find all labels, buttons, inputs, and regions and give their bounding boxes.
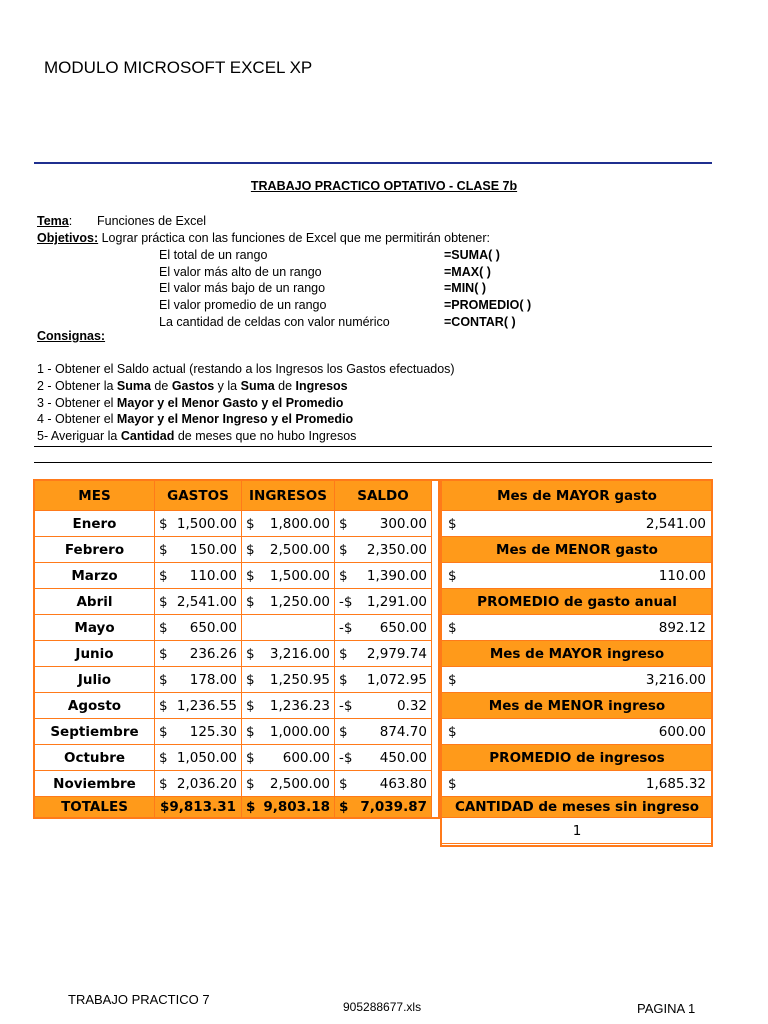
currency-symbol: -$	[339, 749, 353, 766]
function-desc: La cantidad de celdas con valor numérico	[159, 314, 390, 329]
cell-gastos	[155, 563, 242, 589]
amount: 1,250.95	[269, 671, 330, 688]
cell-gastos-value	[159, 568, 237, 584]
amount: 600.00	[282, 749, 330, 766]
cell-ingresos	[242, 563, 335, 589]
currency-symbol: $	[246, 515, 255, 532]
currency-symbol: $	[448, 775, 457, 792]
currency-symbol: $	[339, 567, 348, 584]
currency-symbol: $	[159, 541, 168, 558]
summary-label: Mes de MAYOR ingreso	[442, 641, 713, 667]
currency-symbol: $	[159, 723, 168, 740]
cell-gastos-value	[159, 724, 237, 740]
summary-label: Mes de MENOR gasto	[442, 537, 713, 563]
currency-symbol: $	[159, 593, 168, 610]
currency-symbol: $	[246, 671, 255, 688]
currency-symbol: $	[159, 697, 168, 714]
cell-saldo	[335, 771, 432, 797]
totals-label: TOTALES	[35, 797, 155, 818]
currency-symbol: $	[339, 515, 348, 532]
currency-symbol: $	[339, 541, 348, 558]
currency-symbol: $	[246, 567, 255, 584]
cell-mes: Agosto	[35, 693, 155, 719]
document-title: MODULO MICROSOFT EXCEL XP	[44, 58, 313, 77]
cell-ingresos	[242, 745, 335, 771]
amount: 1,236.55	[176, 697, 237, 714]
cell-ingresos	[242, 615, 335, 641]
function-formula: =MAX( )	[444, 264, 491, 279]
currency-symbol: $	[448, 619, 457, 636]
footer-left: TRABAJO PRACTICO 7	[68, 992, 210, 1007]
cell-ingresos-value	[246, 698, 330, 714]
cell-saldo-value	[339, 750, 427, 766]
cell-saldo	[335, 719, 432, 745]
cell-gastos	[155, 745, 242, 771]
currency-symbol: $	[246, 799, 256, 815]
cell-gastos-value	[159, 750, 237, 766]
cell-gastos-value	[159, 594, 237, 610]
cell-ingresos	[242, 641, 335, 667]
consigna-4: 4 - Obtener el Mayor y el Menor Ingreso y el Promedio	[37, 412, 354, 426]
currency-symbol: $	[339, 645, 348, 662]
cell-gastos-value	[159, 542, 237, 558]
cell-saldo	[335, 589, 432, 615]
cell-saldo-value	[339, 620, 427, 636]
table-row	[35, 745, 432, 771]
cell-saldo-value	[339, 568, 427, 584]
consignas-label: Consignas:	[37, 329, 106, 343]
currency-symbol: $	[246, 593, 255, 610]
cell-gastos-value	[159, 620, 237, 636]
function-desc: El valor más alto de un rango	[159, 264, 322, 279]
currency-symbol: $	[448, 671, 457, 688]
amount: 110.00	[189, 567, 237, 584]
summary-value	[442, 511, 713, 537]
summary-value-value	[448, 620, 706, 636]
summary-value-row	[442, 818, 713, 844]
objetivos-label: Objetivos:	[37, 231, 99, 245]
cell-ingresos	[242, 719, 335, 745]
cell-ingresos-value	[246, 750, 330, 766]
cell-mes: Julio	[35, 667, 155, 693]
currency-symbol: -$	[339, 697, 353, 714]
cell-saldo	[335, 641, 432, 667]
cell-ingresos-value	[246, 776, 330, 792]
function-formula: =PROMEDIO( )	[444, 298, 532, 313]
table-row	[35, 667, 432, 693]
cell-mes: Abril	[35, 589, 155, 615]
amount: 1,000.00	[269, 723, 330, 740]
cell-saldo	[335, 745, 432, 771]
cell-saldo-value	[339, 646, 427, 662]
cell-gastos	[155, 771, 242, 797]
cell-mes: Noviembre	[35, 771, 155, 797]
amount: 125.30	[189, 723, 237, 740]
currency-symbol: $	[159, 671, 168, 688]
totals-saldo	[335, 797, 432, 818]
currency-symbol: $	[339, 723, 348, 740]
summary-value-value	[448, 672, 706, 688]
cell-gastos	[155, 511, 242, 537]
cell-saldo	[335, 615, 432, 641]
amount: 874.70	[379, 723, 427, 740]
divider-1	[34, 446, 712, 447]
tema-colon: :	[68, 214, 73, 228]
amount: 0.32	[396, 697, 427, 714]
currency-symbol: $	[448, 567, 457, 584]
currency-symbol: $	[159, 775, 168, 792]
table-row	[35, 641, 432, 667]
cell-saldo-value	[339, 698, 427, 714]
summary-value	[442, 667, 713, 693]
header-gastos: GASTOS	[155, 481, 242, 511]
cell-gastos-value	[159, 776, 237, 792]
amount: 150.00	[189, 541, 237, 558]
amount: 600.00	[658, 723, 706, 740]
assignment-title: TRABAJO PRACTICO OPTATIVO - CLASE 7b	[250, 179, 518, 193]
cell-mes: Octubre	[35, 745, 155, 771]
summary-value-row	[442, 771, 713, 797]
currency-symbol: $	[339, 775, 348, 792]
tema-label: Tema	[37, 214, 69, 228]
summary-value-value	[448, 516, 706, 532]
totals-ingresos	[242, 797, 335, 818]
summary-label-row	[442, 641, 713, 667]
amount: 2,979.74	[366, 645, 427, 662]
amount: 650.00	[189, 619, 237, 636]
table-row	[35, 563, 432, 589]
summary-label: PROMEDIO de ingresos	[442, 745, 713, 771]
amount: 892.12	[658, 619, 706, 636]
summary-value	[442, 563, 713, 589]
summary-body	[442, 481, 713, 844]
function-formula: =CONTAR( )	[444, 314, 516, 329]
cell-gastos-value	[159, 516, 237, 532]
amount: 236.26	[189, 645, 237, 662]
currency-symbol: $	[246, 541, 255, 558]
objetivos-text: Lograr práctica con las funciones de Excel que me permitirán obtener:	[98, 231, 491, 245]
cell-saldo-value	[339, 542, 427, 558]
amount: 1,291.00	[366, 593, 427, 610]
cell-gastos-value	[159, 672, 237, 688]
cell-gastos	[155, 719, 242, 745]
cell-ingresos-value	[246, 672, 330, 688]
cell-saldo-value	[339, 516, 427, 532]
amount: 178.00	[189, 671, 237, 688]
footer-filename: 905288677.xls	[343, 1000, 422, 1014]
summary-value-row	[442, 511, 713, 537]
table-row	[35, 589, 432, 615]
currency-symbol: $	[159, 567, 168, 584]
table-row	[35, 771, 432, 797]
summary-label-row	[442, 745, 713, 771]
cell-ingresos-value	[246, 646, 330, 662]
footer-page: PAGINA 1	[637, 1001, 696, 1016]
header-divider	[34, 162, 712, 164]
cell-gastos	[155, 641, 242, 667]
cell-mes: Febrero	[35, 537, 155, 563]
summary-value-row	[442, 563, 713, 589]
summary-value-value	[448, 568, 706, 584]
cell-saldo	[335, 693, 432, 719]
currency-symbol: -$	[339, 593, 353, 610]
consigna-1: 1 - Obtener el Saldo actual (restando a los Ingresos los Gastos efectuados)	[37, 362, 455, 376]
cell-saldo	[335, 511, 432, 537]
summary-label: CANTIDAD de meses sin ingreso	[442, 797, 713, 818]
consigna-3: 3 - Obtener el Mayor y el Menor Gasto y el Promedio	[37, 396, 344, 410]
cell-saldo-value	[339, 724, 427, 740]
cell-gastos	[155, 693, 242, 719]
amount: 463.80	[379, 775, 427, 792]
currency-symbol: $	[159, 515, 168, 532]
cell-gastos	[155, 537, 242, 563]
header-saldo: SALDO	[335, 481, 432, 511]
table-row	[35, 719, 432, 745]
currency-symbol: $	[339, 671, 348, 688]
cell-mes: Septiembre	[35, 719, 155, 745]
summary-value-row	[442, 667, 713, 693]
summary-value-value	[448, 724, 706, 740]
objetivos-line	[37, 230, 490, 247]
cell-saldo	[335, 667, 432, 693]
amount: 1,390.00	[366, 567, 427, 584]
table-row	[35, 615, 432, 641]
summary-label-row	[442, 797, 713, 818]
amount: 1,500.00	[269, 567, 330, 584]
amount: 1,050.00	[176, 749, 237, 766]
cell-ingresos	[242, 771, 335, 797]
cell-gastos	[155, 667, 242, 693]
function-formula: =SUMA( )	[444, 248, 500, 262]
cell-mes: Junio	[35, 641, 155, 667]
amount: 450.00	[379, 749, 427, 766]
summary-table	[441, 480, 713, 844]
cell-saldo	[335, 563, 432, 589]
cell-ingresos	[242, 589, 335, 615]
currency-symbol: -$	[339, 619, 353, 636]
totals-row	[35, 797, 432, 818]
cell-mes: Marzo	[35, 563, 155, 589]
cell-ingresos	[242, 667, 335, 693]
summary-label: PROMEDIO de gasto anual	[442, 589, 713, 615]
table-row	[35, 693, 432, 719]
summary-label-row	[442, 589, 713, 615]
amount: 2,500.00	[269, 541, 330, 558]
function-desc: El valor promedio de un rango	[159, 298, 327, 313]
summary-label: Mes de MENOR ingreso	[442, 693, 713, 719]
amount: 2,541.00	[176, 593, 237, 610]
amount: 300.00	[379, 515, 427, 532]
amount: 9,803.18	[263, 799, 330, 815]
currency-symbol: $	[246, 723, 255, 740]
cell-ingresos-value	[246, 516, 330, 532]
cell-ingresos	[242, 511, 335, 537]
amount: 7,039.87	[360, 799, 427, 815]
totals-gastos: $9,813.31	[155, 797, 242, 818]
amount: 1,685.32	[645, 775, 706, 792]
function-desc: El valor más bajo de un rango	[159, 281, 326, 296]
divider-2	[34, 462, 712, 463]
consigna-5: 5- Averiguar la Cantidad de meses que no hubo Ingresos	[37, 429, 357, 443]
summary-value-row	[442, 719, 713, 745]
header-mes: MES	[35, 481, 155, 511]
cell-ingresos-value	[246, 542, 330, 558]
currency-symbol: $	[246, 645, 255, 662]
cell-ingresos-value	[246, 724, 330, 740]
summary-value	[442, 615, 713, 641]
summary-value-value	[448, 776, 706, 792]
amount: 2,541.00	[645, 515, 706, 532]
cell-mes: Enero	[35, 511, 155, 537]
tema-value: Funciones de Excel	[97, 214, 207, 228]
currency-symbol: $	[159, 749, 168, 766]
table-header-row	[35, 481, 432, 511]
cell-ingresos	[242, 693, 335, 719]
summary-label-row	[442, 537, 713, 563]
table-row	[35, 537, 432, 563]
totals-ingresos-value	[246, 799, 330, 815]
summary-label: Mes de MAYOR gasto	[442, 481, 713, 511]
currency-symbol: $	[339, 799, 349, 815]
summary-value	[442, 719, 713, 745]
amount: 3,216.00	[645, 671, 706, 688]
amount: 650.00	[379, 619, 427, 636]
totals-saldo-value	[339, 799, 427, 815]
cell-ingresos	[242, 537, 335, 563]
cell-ingresos-value	[246, 594, 330, 610]
amount: 2,350.00	[366, 541, 427, 558]
cell-saldo	[335, 537, 432, 563]
tema-line	[37, 213, 207, 230]
currency-symbol: $	[246, 749, 255, 766]
cell-saldo-value	[339, 776, 427, 792]
header-ingresos: INGRESOS	[242, 481, 335, 511]
amount: 1,500.00	[176, 515, 237, 532]
amount: 1,072.95	[366, 671, 427, 688]
function-desc: El total de un rango	[159, 248, 268, 262]
amount: 3,216.00	[269, 645, 330, 662]
amount: 1,800.00	[269, 515, 330, 532]
cell-mes: Mayo	[35, 615, 155, 641]
amount: 1,250.00	[269, 593, 330, 610]
function-formula: =MIN( )	[444, 281, 487, 296]
summary-label-row	[442, 693, 713, 719]
currency-symbol: $	[448, 723, 457, 740]
amount: 1,236.23	[269, 697, 330, 714]
cell-ingresos-value	[246, 568, 330, 584]
summary-label-row	[442, 481, 713, 511]
currency-symbol: $	[246, 775, 255, 792]
currency-symbol: $	[159, 645, 168, 662]
consigna-2: 2 - Obtener la Suma de Gastos y la Suma de Ingresos	[37, 379, 348, 393]
cell-saldo-value	[339, 594, 427, 610]
cell-saldo-value	[339, 672, 427, 688]
cell-gastos-value	[159, 698, 237, 714]
summary-value: 1	[442, 818, 713, 844]
amount: 2,500.00	[269, 775, 330, 792]
cell-gastos	[155, 589, 242, 615]
expenses-table	[34, 480, 432, 818]
table-row	[35, 511, 432, 537]
cell-gastos-value	[159, 646, 237, 662]
amount: 110.00	[658, 567, 706, 584]
currency-symbol: $	[159, 619, 168, 636]
cell-gastos	[155, 615, 242, 641]
currency-symbol: $	[448, 515, 457, 532]
summary-value	[442, 771, 713, 797]
table-body	[35, 511, 432, 818]
summary-value-row	[442, 615, 713, 641]
currency-symbol: $	[246, 697, 255, 714]
amount: 2,036.20	[176, 775, 237, 792]
